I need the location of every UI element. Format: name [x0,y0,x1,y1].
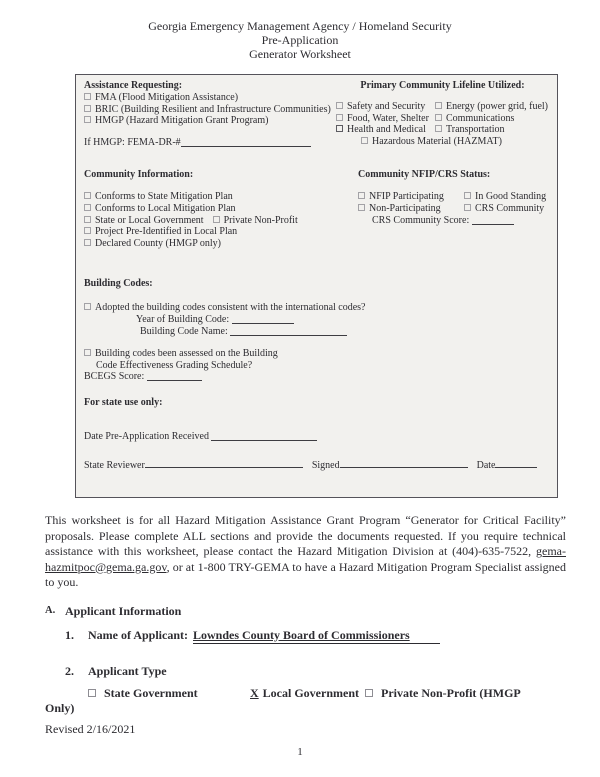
assistance-section [84,80,336,148]
fma-label: FMA (Flood Mitigation Assistance) [95,92,239,103]
non-participating-label: Non-Participating [369,202,441,214]
food-checkbox[interactable] [336,114,343,121]
intro-paragraph [45,513,566,591]
community-info-heading: Community Information: [84,169,194,181]
energy-option [435,101,548,113]
lifeline-options [336,101,549,147]
project-preidentified-checkbox[interactable] [84,227,91,234]
bcegs-question-line2-row [96,360,549,372]
hazmat-checkbox[interactable] [361,137,368,144]
building-codes-section [84,278,549,383]
good-standing-option [464,191,546,203]
hazmat-option [361,136,549,148]
safety-checkbox[interactable] [336,102,343,109]
project-preidentified-option [84,226,336,238]
applicant-type-label: Applicant Type [88,663,167,678]
conforms-state-checkbox[interactable] [84,192,91,199]
bric-option [84,104,336,116]
adopted-codes-question [84,302,549,314]
crs-score-input-line[interactable] [472,215,514,225]
state-use-heading: For state use only: [84,396,163,408]
health-checkbox[interactable] [336,125,343,132]
declared-county-option [84,238,336,250]
local-government-option [250,686,365,701]
private-nonprofit-checkbox[interactable] [213,216,220,223]
lifeline-row-2 [336,113,549,125]
section-a-heading-row [45,604,566,619]
date-received-label: Date Pre-Application Received [84,430,209,442]
gema-email-link[interactable]: gema-hazmitpoc@gema.ga.gov [45,544,566,574]
energy-label: Energy (power grid, fuel) [446,101,549,112]
communications-label: Communications [446,112,515,124]
crs-score-label: CRS Community Score: [372,214,470,226]
agency-title: Georgia Emergency Management Agency / Homeland Security [148,19,452,33]
nfip-heading: Community NFIP/CRS Status: [358,169,491,181]
nfip-participating-label: NFIP Participating [369,191,444,203]
state-reviewer-label: State Reviewer [84,459,145,471]
declared-county-checkbox[interactable] [84,239,91,246]
adopted-codes-checkbox[interactable] [84,303,91,310]
gov-type-options [84,215,336,227]
safety-option [336,101,435,113]
state-use-section [84,397,549,471]
nfip-participating-option [358,191,464,203]
declared-county-label: Declared County (HMGP only) [95,237,221,249]
private-nonprofit-wrap-line: Only) [45,700,75,715]
transportation-label: Transportation [446,124,505,136]
non-participating-checkbox[interactable] [358,204,365,211]
applicant-name-row [45,628,566,644]
nfip-participating-checkbox[interactable] [358,192,365,199]
doc-type-title: Pre-Application [261,33,339,47]
safety-label: Safety and Security [347,101,426,112]
signed-label: Signed [311,459,340,471]
non-participating-option [358,203,464,215]
crs-community-checkbox[interactable] [464,204,471,211]
state-government-checkbox[interactable] [88,689,96,697]
applicant-name-label: Name of Applicant: [88,627,188,642]
reviewer-row [84,458,549,471]
state-government-option [88,686,250,701]
state-government-label: State Government [104,685,198,700]
project-preidentified-label: Project Pre-Identified in Local Plan [95,226,238,238]
signed-input-line[interactable] [340,458,468,468]
bcegs-score-row [84,371,549,383]
page-number: 1 [297,746,303,758]
code-name-label: Building Code Name: [140,325,228,337]
private-nonprofit-type-option [365,686,521,701]
fema-dr-row [84,137,336,149]
section-a-letter: A. [45,604,56,616]
food-label: Food, Water, Shelter [347,112,429,124]
good-standing-checkbox[interactable] [464,192,471,199]
year-code-row [136,314,549,326]
date-input-line[interactable] [495,458,537,468]
local-government-label: Local Government [262,685,359,700]
nfip-row-2 [358,203,549,215]
item1-number: 1. [65,627,74,642]
fma-checkbox[interactable] [84,93,91,100]
bric-checkbox[interactable] [84,105,91,112]
conforms-local-option [84,203,336,215]
energy-checkbox[interactable] [435,102,442,109]
bcegs-score-label: BCEGS Score: [84,371,145,383]
document-header [0,0,600,61]
community-info-section [84,169,336,249]
crs-community-label: CRS Community [475,202,545,214]
hmgp-label: HMGP (Hazard Mitigation Grant Program) [95,115,269,127]
hazmat-label: Hazardous Material (HAZMAT) [372,135,502,147]
transportation-option [435,124,505,136]
health-option [336,124,435,136]
lifeline-section [336,80,549,148]
worksheet-form-box [75,74,558,498]
adopted-codes-label: Adopted the building codes consistent with the international codes? [95,302,366,314]
private-nonprofit-label: Private Non-Profit [223,214,298,226]
nfip-section [336,169,549,249]
lifeline-row-3 [336,124,549,136]
health-label: Health and Medical [347,124,426,136]
hmgp-option [84,115,336,127]
state-reviewer-input-line[interactable] [145,458,303,468]
bcegs-question-line1: Building codes been assessed on the Building [95,348,278,360]
intro-text-2: , or at 1-800 TRY-GEMA to have a Hazard Mitigation Program Specialist assigned to you. [45,559,566,589]
applicant-type-options [45,686,566,701]
fma-option [84,92,336,104]
bcegs-score-input-line[interactable] [147,371,202,381]
date-received-input-line[interactable] [211,431,317,441]
assistance-heading: Assistance Requesting: [84,80,183,91]
date-received-row [84,431,549,443]
communications-checkbox[interactable] [435,114,442,121]
state-local-gov-checkbox[interactable] [84,216,91,223]
private-nonprofit-type-label: Private Non-Profit (HMGP [381,685,521,700]
intro-text-1: This worksheet is for all Hazard Mitigation Assistance Grant Program “Generator for Critical Facility” proposals. Please complete ALL sections and provide the documents requested. If you require technical assistance with this worksheet, please contact the Hazard Mitigation Division at (404)-635-7522, [45,513,566,558]
conforms-local-checkbox[interactable] [84,204,91,211]
year-code-input-line[interactable] [232,314,294,324]
bcegs-assessed-checkbox[interactable] [84,349,91,356]
doc-name-title: Generator Worksheet [249,47,351,61]
applicant-type-row [45,664,566,679]
crs-community-option [464,203,544,215]
applicant-name-value[interactable]: Lowndes County Board of Commissioners [193,628,440,644]
local-government-x-mark[interactable]: X [250,685,259,700]
lifeline-heading: Primary Community Lifeline Utilized: [360,80,525,91]
revision-date: Revised 2/16/2021 [45,722,136,736]
communications-option [435,113,514,125]
community-nfip-row [84,169,549,249]
building-codes-heading: Building Codes: [84,278,153,290]
bcegs-question [84,348,549,360]
conforms-local-label: Conforms to Local Mitigation Plan [95,202,236,214]
lifeline-row-1 [336,101,549,113]
date-label: Date [476,459,496,471]
nfip-row-1 [358,191,549,203]
assistance-lifeline-row [84,80,549,148]
bric-label: BRIC (Building Resilient and Infrastructure Communities) [95,103,331,115]
transportation-checkbox[interactable] [435,125,442,132]
crs-score-row [372,215,549,227]
applicant-information-section [45,604,566,716]
fema-dr-input-line[interactable] [181,137,311,147]
state-local-gov-label: State or Local Government [95,214,204,226]
good-standing-label: In Good Standing [475,191,547,203]
fema-dr-label: If HMGP: FEMA-DR-# [84,136,181,148]
conforms-state-label: Conforms to State Mitigation Plan [95,191,233,203]
section-a-heading: Applicant Information [65,603,182,618]
code-name-input-line[interactable] [230,326,347,336]
food-option [336,113,435,125]
private-nonprofit-type-checkbox[interactable] [365,689,373,697]
bcegs-question-line2: Code Effectiveness Grading Schedule? [96,359,253,371]
conforms-state-option [84,191,336,203]
year-code-label: Year of Building Code: [136,313,230,325]
item2-number: 2. [65,663,74,678]
code-name-row [140,326,549,338]
hmgp-checkbox[interactable] [84,116,91,123]
